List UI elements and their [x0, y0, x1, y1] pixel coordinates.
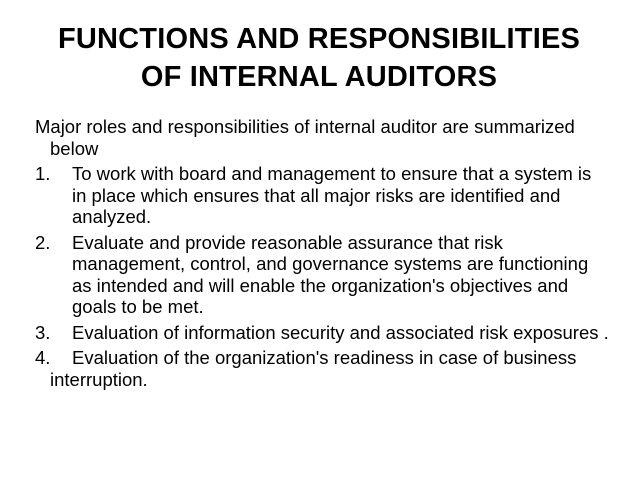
slide-body — [35, 116, 610, 394]
list-item-number: 3. — [35, 321, 51, 343]
list-item-4 — [35, 347, 610, 390]
list-item-number: 4. — [35, 347, 51, 368]
list-item-text: Evaluation of information security and associated risk exposures . — [72, 321, 609, 343]
list-item-text: Evaluation of the organization's readiness in case of business interruption. — [50, 347, 577, 390]
list-item-text: To work with board and management to ensure that a system is in place which ensures that all major risks are identified and analyzed. — [72, 163, 592, 227]
intro-paragraph: Major roles and responsibilities of internal auditor are summarized below — [35, 116, 575, 159]
list-item-number: 2. — [35, 231, 51, 253]
slide-title-line-1: FUNCTIONS AND RESPONSIBILITIES — [57, 23, 581, 55]
list-item-text: Evaluate and provide reasonable assurance that risk management, control, and governance systems are functioning as intended and will enable the organization's objectives and goals to be met. — [72, 231, 589, 317]
list-item-number: 1. — [35, 163, 51, 184]
list-item-2 — [35, 232, 610, 318]
list-item-1 — [35, 163, 610, 228]
slide-title-line-2: OF INTERNAL AUDITORS — [140, 61, 498, 93]
list-item-3 — [35, 322, 610, 344]
slide-title — [30, 20, 608, 96]
